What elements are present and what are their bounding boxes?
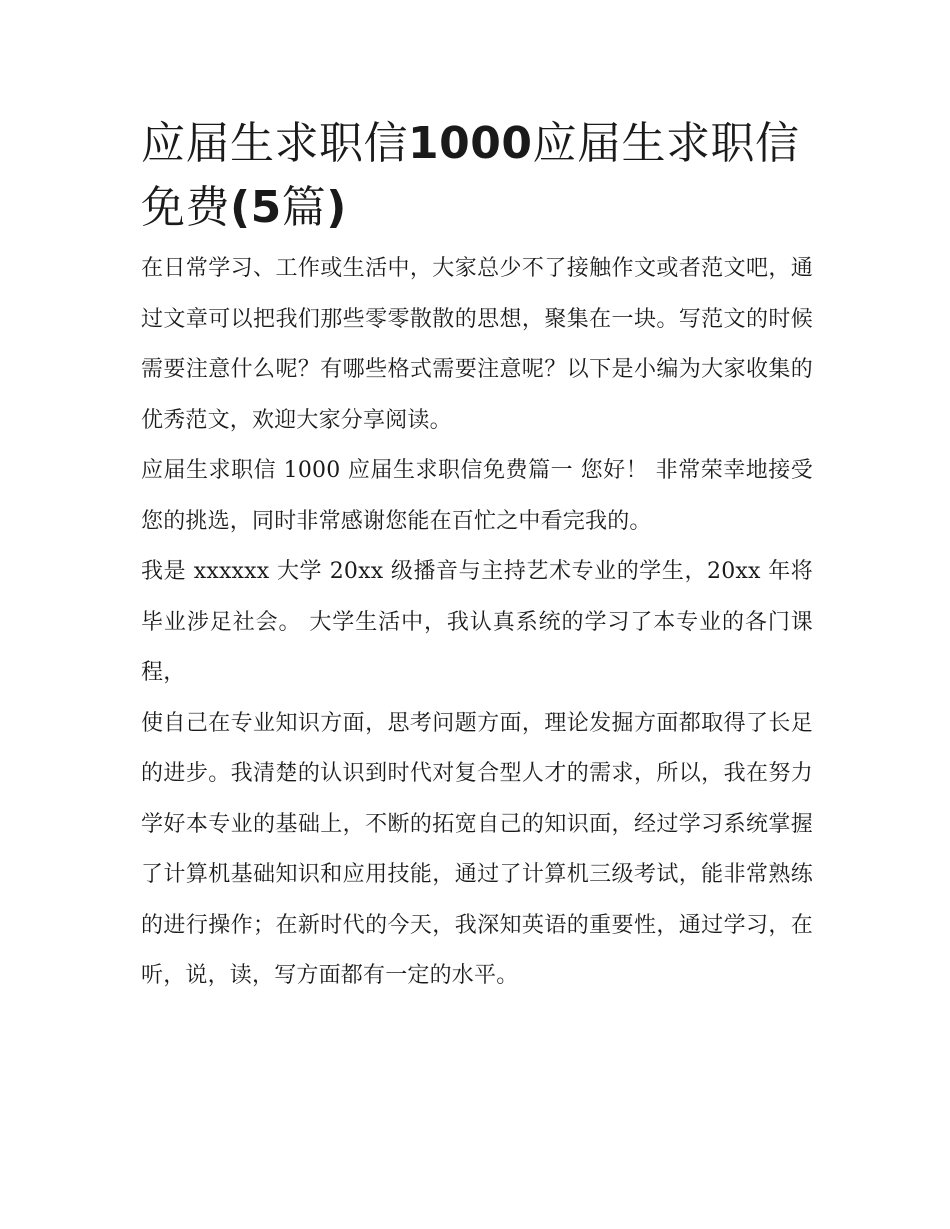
title-unit: 篇: [281, 182, 327, 233]
paragraph-skills: 使自己在专业知识方面，思考问题方面，理论发掘方面都取得了长足的进步。我清楚的认识到时代对复合型人才的需求，所以，我在努力学好本专业的基础上，不断的拓宽自己的知识面，经过学习系统掌握了计算机基础知识和应用技能，通过了计算机三级考试，能非常熟练的进行操作；在新时代的今天，我深知英语的重要性，通过学习，在听，说，读，写方面都有一定的水平。: [141, 710, 813, 988]
document-title: [141, 112, 813, 240]
title-text-1: 应届生求职信: [141, 118, 408, 169]
paragraph-intro: 在日常学习、工作或生活中，大家总少不了接触作文或者范文吧，通过文章可以把我们那些零零散散的思想，聚集在一块。写范文的时候需要注意什么呢？有哪些格式需要注意呢？以下是小编为大家收集的优秀范文，欢迎大家分享阅读。: [141, 256, 813, 433]
paragraph-greeting: 应届生求职信 1000 应届生求职信免费篇一 您好！ 非常荣幸地接受您的挑选，同时非常感谢您能在百忙之中看完我的。: [141, 458, 813, 534]
title-number: 1000: [408, 118, 533, 169]
title-count: (5: [230, 182, 282, 233]
paragraph-self-intro: 我是 xxxxxx 大学 20xx 级播音与主持艺术专业的学生，20xx 年将毕业涉足社会。 大学生活中，我认真系统的学习了本专业的各门课程，: [141, 559, 813, 685]
title-text-2: 应届生求职信免费: [141, 118, 800, 233]
document-page: [141, 112, 813, 1002]
title-close-paren: ): [326, 182, 347, 233]
